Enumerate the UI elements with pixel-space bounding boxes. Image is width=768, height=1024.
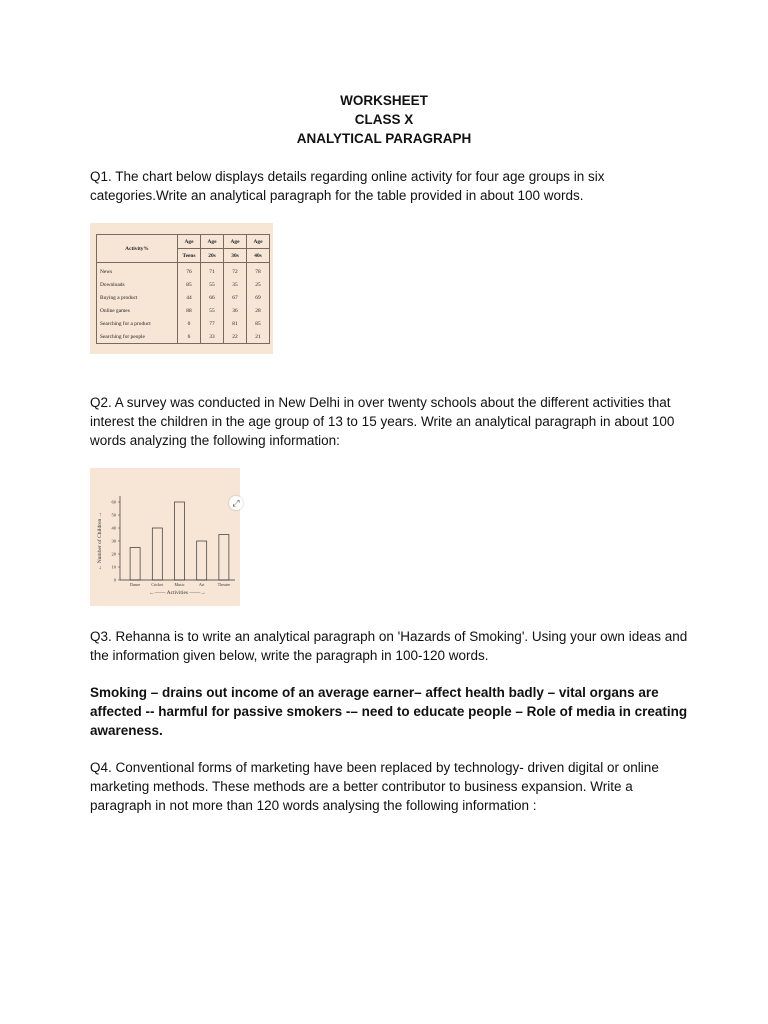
heading-topic: ANALYTICAL PARAGRAPH	[296, 131, 472, 146]
heading-worksheet: WORKSHEET	[340, 93, 428, 108]
cell-value: 66	[201, 291, 224, 304]
cell-value: 85	[178, 278, 201, 291]
bar	[130, 548, 140, 581]
x-tick-label: Theatre	[217, 582, 231, 587]
worksheet-heading	[0, 91, 768, 148]
heading-class: CLASS X	[354, 112, 414, 127]
expand-icon[interactable]: ⤢	[229, 496, 243, 510]
cell-value: 76	[178, 263, 201, 279]
activities-bar-chart	[90, 468, 240, 606]
row-label: Searching for people	[97, 330, 178, 344]
y-tick-label: 40	[111, 525, 116, 531]
cell-value: 33	[201, 330, 224, 344]
x-tick-label: Dance	[129, 582, 141, 587]
x-tick-label: Art	[199, 582, 205, 587]
table-row	[97, 278, 270, 291]
cell-value: 44	[178, 291, 201, 304]
y-tick-label: 10	[111, 564, 116, 570]
age-label-4: Age	[247, 235, 270, 249]
activity-table-image	[90, 223, 273, 354]
bar	[152, 528, 162, 580]
y-tick-label: 30	[111, 538, 116, 544]
row-label: News	[97, 263, 178, 279]
y-tick-label: 50	[111, 512, 116, 518]
cell-value: 28	[247, 304, 270, 317]
y-tick-label: 0	[113, 577, 116, 583]
cell-value: 81	[224, 317, 247, 330]
y-tick-label: 20	[111, 551, 116, 557]
table-row	[97, 317, 270, 330]
cell-value: 72	[224, 263, 247, 279]
x-axis-label: ←—— Activities ——→	[149, 590, 206, 596]
bar	[197, 541, 207, 580]
cell-value: 55	[201, 278, 224, 291]
cell-value: 55	[201, 304, 224, 317]
cell-value: 35	[224, 278, 247, 291]
y-tick-label: 60	[111, 499, 116, 505]
row-label: Online games	[97, 304, 178, 317]
cell-value: 67	[224, 291, 247, 304]
cell-value: 0	[178, 317, 201, 330]
bar	[219, 535, 229, 581]
cell-value: 25	[247, 278, 270, 291]
table-row	[97, 263, 270, 279]
cell-value: 88	[178, 304, 201, 317]
table-row	[97, 291, 270, 304]
cell-value: 78	[247, 263, 270, 279]
age-label-1: Age	[178, 235, 201, 249]
x-tick-label: Music	[174, 582, 185, 587]
cell-value: 21	[247, 330, 270, 344]
q4-text: Q4. Conventional forms of marketing have been replaced by technology- driven digital or online marketing methods. These methods are a better contributor to business expansion. Write a paragraph in not more than 120 words analysing the following information :	[90, 760, 659, 813]
q1-text: Q1. The chart below displays details regarding online activity for four age groups in six categories.Write an analytical paragraph for the table provided in about 100 words.	[90, 169, 605, 203]
q3-text: Q3. Rehanna is to write an analytical paragraph on 'Hazards of Smoking'. Using your own ideas and the information given below, write the paragraph in 100-120 words.	[90, 629, 688, 663]
row-label: Downloads	[97, 278, 178, 291]
group-header: 30s	[224, 249, 247, 263]
cell-value: 71	[201, 263, 224, 279]
activities-chart-image	[90, 468, 240, 606]
q3-points: Smoking – drains out income of an average earner– affect health badly – vital organs are affected -- harmful for passive smokers -– need to educate people – Role of media in creating awareness.	[90, 685, 688, 738]
table-row	[97, 330, 270, 344]
activity-header: Activity%	[97, 235, 178, 263]
cell-value: 77	[201, 317, 224, 330]
cell-value: 22	[224, 330, 247, 344]
cell-value: 6	[178, 330, 201, 344]
y-axis-label: ← Number of Children →	[97, 511, 103, 571]
cell-value: 85	[247, 317, 270, 330]
x-tick-label: Cricket	[151, 582, 164, 587]
age-label-2: Age	[201, 235, 224, 249]
row-label: Buying a product	[97, 291, 178, 304]
group-header: Teens	[178, 249, 201, 263]
group-header: 40s	[247, 249, 270, 263]
table-row	[97, 304, 270, 317]
row-label: Searching for a product	[97, 317, 178, 330]
cell-value: 69	[247, 291, 270, 304]
bar	[175, 502, 185, 580]
group-header: 20s	[201, 249, 224, 263]
activity-table	[96, 234, 270, 344]
cell-value: 36	[224, 304, 247, 317]
q2-text: Q2. A survey was conducted in New Delhi in over twenty schools about the different activities that interest the children in the age group of 13 to 15 years. Write an analytical paragraph in about 100 words analyzing the following information:	[90, 395, 675, 448]
age-label-3: Age	[224, 235, 247, 249]
